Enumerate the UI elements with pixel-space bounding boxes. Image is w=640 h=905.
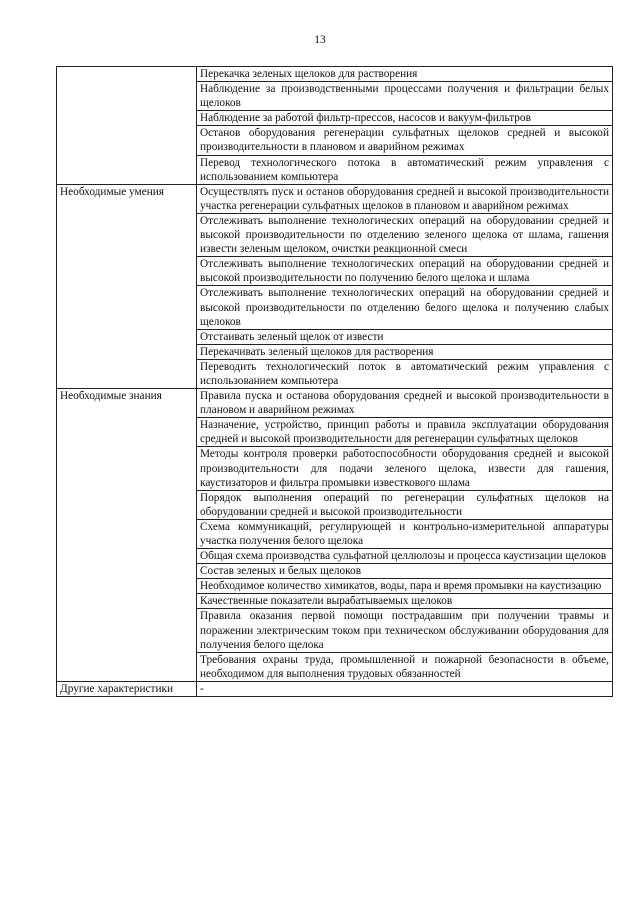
table-cell: Отслеживать выполнение технологических операций на оборудовании средней и высокой производительности по отделению белого щелока и получению слабых щелоков bbox=[197, 286, 613, 329]
table-cell: Необходимое количество химикатов, воды, пара и время промывки на каустизацию bbox=[197, 579, 613, 594]
table-cell: Переводить технологический поток в автоматический режим управления с использованием компьютера bbox=[197, 359, 613, 388]
table-cell: Отслеживать выполнение технологических операций на оборудовании средней и высокой производительности по отделению зеленого щелока от шлама, гашения извести зеленым щелоком, очистки реакционной смеси bbox=[197, 213, 613, 256]
other-label: Другие характеристики bbox=[57, 681, 197, 696]
table-cell: Наблюдение за работой фильтр-прессов, насосов и вакуум-фильтров bbox=[197, 111, 613, 126]
table-cell: Схема коммуникаций, регулирующей и контрольно-измерительной аппаратуры участка получения белого щелока bbox=[197, 519, 613, 548]
table-cell: Назначение, устройство, принцип работы и правила эксплуатации оборудования средней и высокой производительности для регенерации сульфатных щелоков bbox=[197, 418, 613, 447]
page-number: 13 bbox=[314, 34, 326, 46]
table-cell: Наблюдение за производственными процессами получения и фильтрации белых щелоков bbox=[197, 82, 613, 111]
knowledge-label: Необходимые знания bbox=[57, 389, 197, 682]
table-row bbox=[57, 389, 613, 418]
continued-label-cell bbox=[57, 67, 197, 185]
table-row bbox=[57, 681, 613, 696]
table-cell: Останов оборудования регенерации сульфатных щелоков средней и высокой производительности в плановом и аварийном режимах bbox=[197, 126, 613, 155]
table-row bbox=[57, 184, 613, 213]
table-cell: Качественные показатели вырабатываемых щелоков bbox=[197, 594, 613, 609]
table-cell: Перевод технологического потока в автоматический режим управления с использованием компьютера bbox=[197, 155, 613, 184]
skills-label: Необходимые умения bbox=[57, 184, 197, 388]
table-cell: Отслеживать выполнение технологических операций на оборудовании средней и высокой производительности по получению белого щелока и шлама bbox=[197, 257, 613, 286]
table-cell: Общая схема производства сульфатной целлюлозы и процесса каустизации щелоков bbox=[197, 549, 613, 564]
other-value: - bbox=[197, 681, 613, 696]
table-cell: Перекачивать зеленый щелоков для растворения bbox=[197, 344, 613, 359]
table-cell: Требования охраны труда, промышленной и пожарной безопасности в объеме, необходимом для выполнения трудовых обязанностей bbox=[197, 652, 613, 681]
table-cell: Состав зеленых и белых щелоков bbox=[197, 564, 613, 579]
table-cell: Перекачка зеленых щелоков для растворения bbox=[197, 67, 613, 82]
table-cell: Правила пуска и останова оборудования средней и высокой производительности в плановом и аварийном режимах bbox=[197, 389, 613, 418]
table-cell: Порядок выполнения операций по регенерации сульфатных щелоков на оборудовании средней и высокой производительности bbox=[197, 490, 613, 519]
table-cell: Методы контроля проверки работоспособности оборудования средней и высокой производительности для подачи зеленого щелока, извести для гашения, каустизаторов и фильтра промывки известкового шлама bbox=[197, 447, 613, 490]
table-cell: Осуществлять пуск и останов оборудования средней и высокой производительности участка регенерации сульфатных щелоков в плановом и аварийном режимах bbox=[197, 184, 613, 213]
competency-table bbox=[56, 66, 613, 697]
table-row bbox=[57, 67, 613, 82]
table-cell: Отстаивать зеленый щелок от извести bbox=[197, 329, 613, 344]
table-cell: Правила оказания первой помощи пострадавшим при получении травмы и поражении электрическим током при техническом обслуживании оборудования для получения белого щелока bbox=[197, 609, 613, 652]
